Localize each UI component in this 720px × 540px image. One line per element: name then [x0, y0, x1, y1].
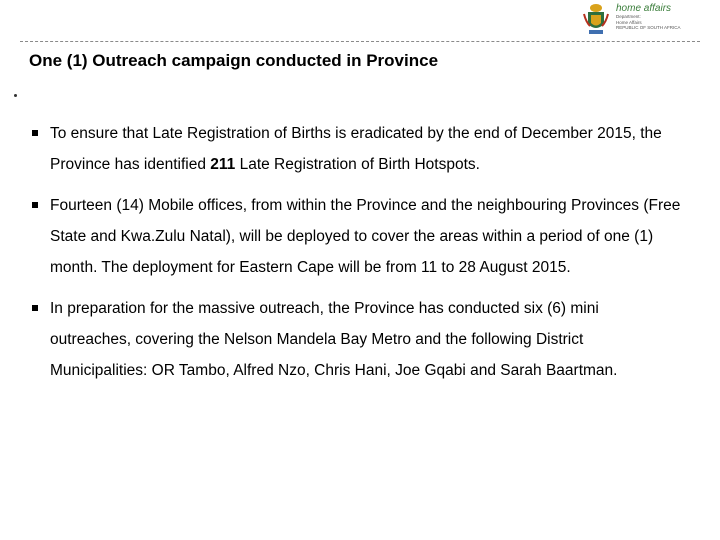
hotspot-count: 211 [210, 156, 236, 173]
bullet-1-text-end: Late Registration of Birth Hotspots. [235, 156, 480, 173]
bullet-item-2 [32, 190, 682, 283]
coat-of-arms-icon [582, 2, 610, 36]
slide-title: One (1) Outreach campaign conducted in Province [29, 51, 439, 70]
bullet-list [32, 118, 682, 396]
square-bullet-icon [32, 202, 38, 208]
empty-bullet-dot [14, 94, 17, 97]
bullet-2-text: Fourteen (14) Mobile offices, from within the Province and the neighbouring Provinces (Free State and Kwa.Zulu Natal), will be deployed to cover the areas within a period of one (1) month. The deployment for Eastern Cape will be from 11 to 28 August 2015. [50, 197, 681, 276]
square-bullet-icon [32, 130, 38, 136]
logo-wordmark: home affairs [616, 3, 672, 14]
logo-subtitle-1: Department: [616, 14, 641, 19]
logo-subtitle-2: Home Affairs [616, 19, 642, 25]
square-bullet-icon [32, 305, 38, 311]
bullet-item-1 [32, 118, 682, 180]
department-logo [576, 2, 696, 38]
bullet-item-3 [32, 293, 682, 386]
bullet-1-text: To ensure that Late Registration of Births is eradicated by the end of December 2015, the Province has identified [50, 125, 662, 173]
logo-subtitle-3: REPUBLIC OF SOUTH AFRICA [616, 25, 681, 30]
bullet-3-text: In preparation for the massive outreach, the Province has conducted six (6) mini outreaches, covering the Nelson Mandela Bay Metro and the following District Municipalities: OR Tambo, Alfred Nzo, Chris Hani, Joe Gqabi and Sarah Baartman. [50, 300, 618, 379]
header-divider [20, 41, 700, 42]
